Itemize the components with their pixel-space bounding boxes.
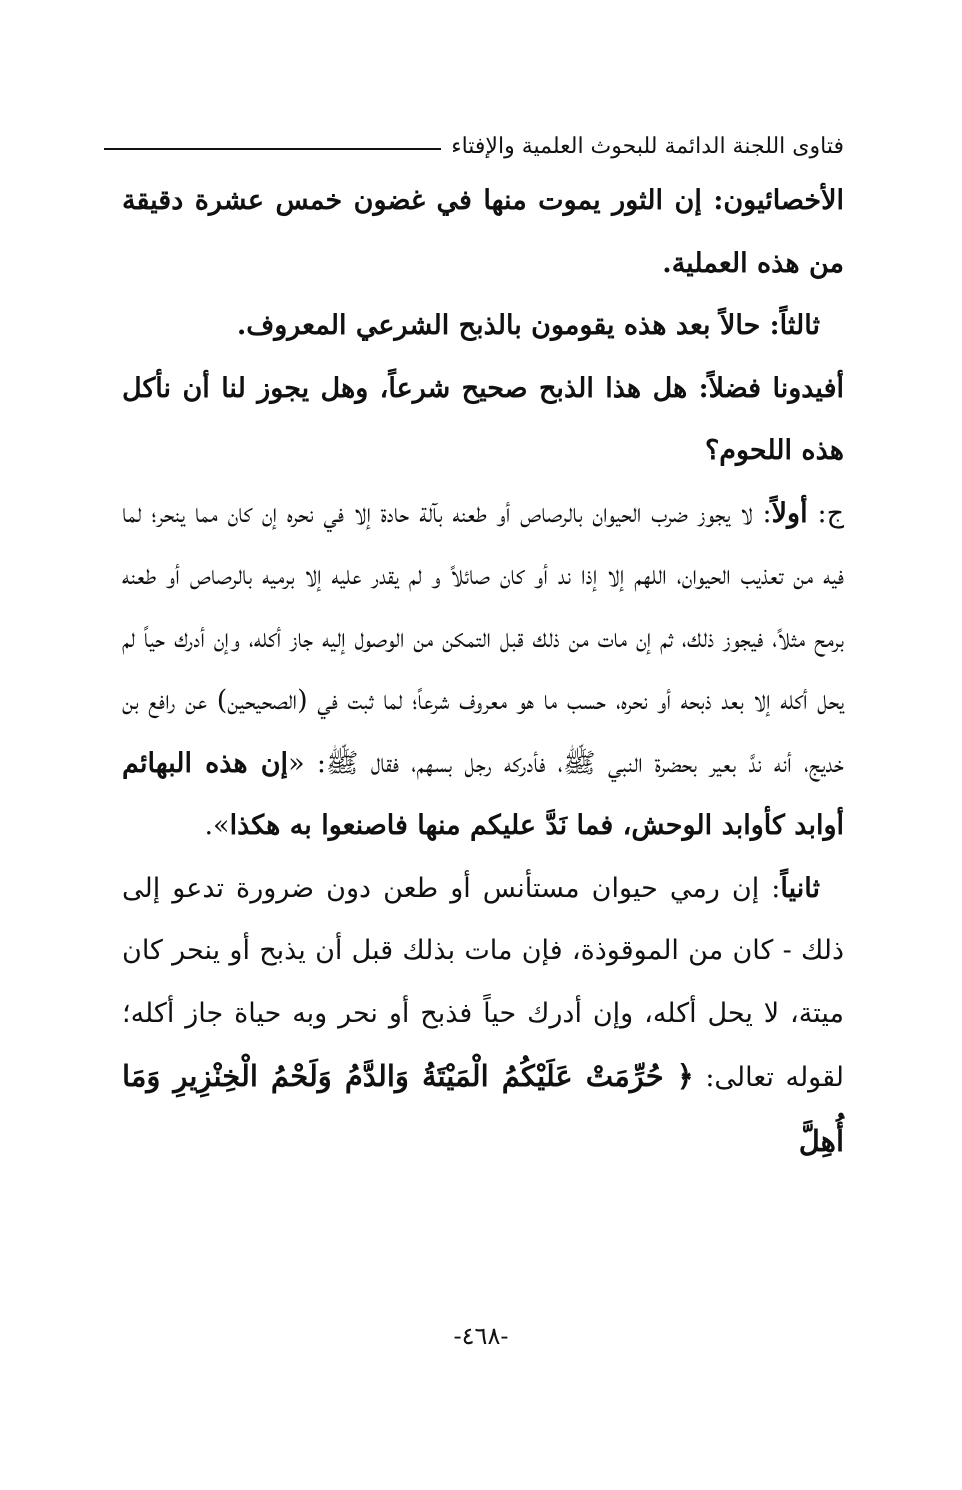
page-number: -٤٦٨- xyxy=(453,1322,509,1350)
answer-paragraph-2 xyxy=(122,858,844,1175)
question-paragraph-3: أفيدونا فضلاً: هل هذا الذبح صحيح شرعاً، وهل يجوز لنا أن نأكل هذه اللحوم؟ xyxy=(122,372,844,466)
fatwa-body xyxy=(122,170,844,1174)
answer-paragraph-1 xyxy=(122,483,844,858)
running-header xyxy=(104,134,844,159)
first-point-text: : لا يجوز ضرب الحيوان بالرصاص أو طعنه بآلة حادة إلا في نحره إن كان مما ينحر؛ لما فيه من تعذيب الحيوان، اللهم إلا إذا ند أو كان صائلاً و لم يقدر عليه إلا برميه بالرصاص أو طعنه برمح مثلاً، فيجوز ذلك، ثم إن مات من ذلك قبل التمكن من الوصول إليه جاز أكله، وإن أدرك حياً لم يحل أكله إلا بعد ذبحه أو نحره، حسب ما هو معروف شرعاً؛ لما ثبت في (الصحيحين) عن رافع بن خديج، أنه ندَّ بعير بحضرة النبي ﷺ، فأدركه رجل بسهم، فقال ﷺ: « xyxy=(122,497,845,779)
second-point-text: : إن رمي حيوان مستأنس أو طعن دون ضرورة تدعو إلى ذلك - كان من الموقوذة، فإن مات بذلك قبل أن يذبح أو ينحر كان ميتة، لا يحل أكله، وإن أدرك حياً فذبح أو نحر وبه حياة جاز أكله؛ لقوله تعالى: xyxy=(122,872,845,1093)
quran-verse: ﴿ حُرِّمَتْ عَلَيْكُمُ الْمَيْتَةُ وَالدَّمُ وَلَحْمُ الْخِنْزِيرِ وَمَا أُهِلَّ xyxy=(122,1059,844,1158)
hadith-close: ». xyxy=(204,810,230,841)
first-point-label: أولاً xyxy=(771,497,808,529)
question-paragraph-2: ثالثاً: حالاً بعد هذه يقومون بالذبح الشرعي المعروف. xyxy=(236,310,820,341)
header-rule xyxy=(104,148,441,150)
running-header-title: فتاوى اللجنة الدائمة للبحوث العلمية والإفتاء xyxy=(451,134,844,159)
second-point-label: ثانياً xyxy=(780,872,820,904)
question-paragraph-1: الأخصائيون: إن الثور يموت منها في غضون خمس عشرة دقيقة من هذه العملية. xyxy=(122,185,844,279)
hadith-text: إن هذه البهائم أوابد كأوابد الوحش، فما نَدَّ عليكم منها فاصنعوا به هكذا xyxy=(122,747,844,841)
answer-prefix: ج: xyxy=(807,497,845,529)
